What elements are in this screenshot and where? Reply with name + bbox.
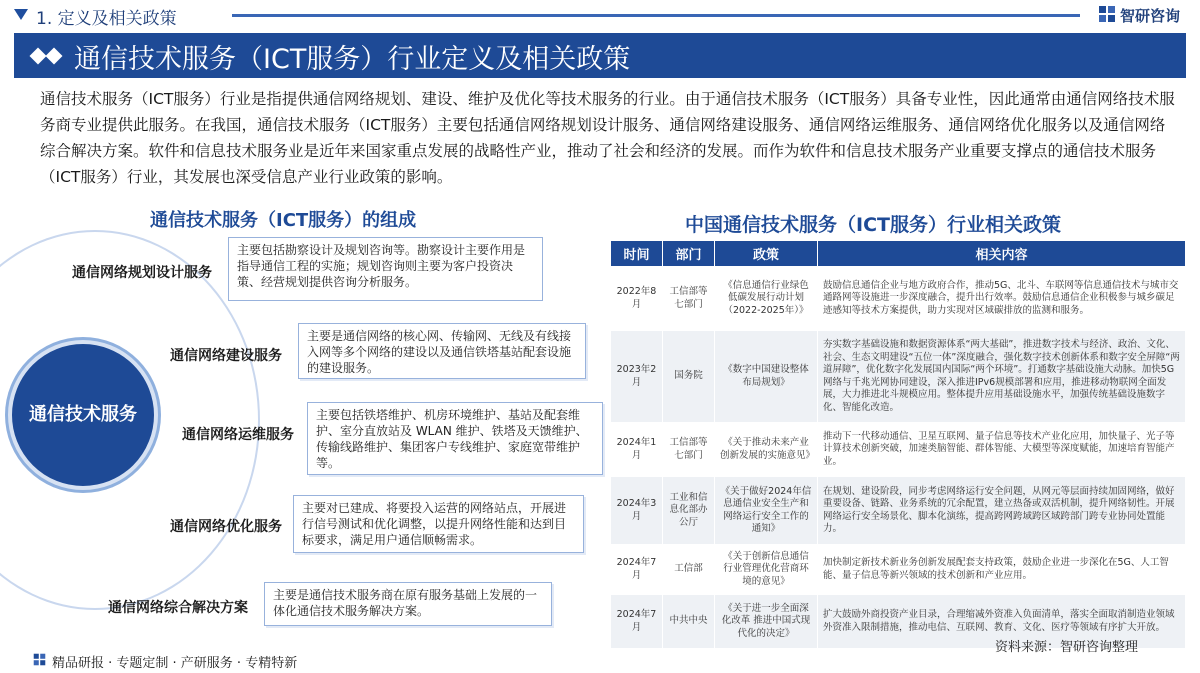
cell-content: 在规划、建设阶段，同步考虑网络运行安全问题，从网元等层面持续加固网络，做好重要设备、链路、业务系统的冗余配置，建立热备或双活机制，提升网络韧性。开展网络运行安全场景化、脚本化演练，提高跨网跨域跨区域跨部门跨专业协同处置能力。: [818, 477, 1186, 545]
cell-dept: 国务院: [663, 331, 715, 423]
cell-content: 鼓励信息通信企业与地方政府合作，推动5G、北斗、车联网等信息通信技术与城市交通路网等设施进一步深度融合，提升出行效率。鼓励信息通信企业积极参与城乡碳足迹感知等技术方案提供，助力实现对区域碳排放的监测和服务。: [818, 267, 1186, 331]
table-row: [611, 267, 1186, 331]
brand-logo-icon: [33, 653, 46, 666]
brand-logo-icon: [1098, 5, 1116, 23]
brand-name: 智研咨询: [1120, 7, 1181, 25]
source-note: 资料来源：智研咨询整理: [995, 640, 1139, 655]
cell-dept: 工业和信息化部办公厅: [663, 477, 715, 545]
cell-content: 夯实数字基础设施和数据资源体系“两大基础”，推进数字技术与经济、政治、文化、社会、生态文明建设“五位一体”深度融合，强化数字技术创新体系和数字安全屏障“两道屏障”，优化数字化发展国内国际“两个环境”。打通数字基础设施大动脉。加快5G网络与千兆光网协同建设，深入推进IPv6规模部署和应用，推进移动物联网全面发展，大力推进北斗规模应用。整体提升应用基础设施水平，加强传统基础设施数字化、智能化改造。: [818, 331, 1186, 423]
cell-content: 推动下一代移动通信、卫星互联网、量子信息等技术产业化应用，加快量子、光子等计算技术创新突破，加速类脑智能、群体智能、大模型等深度赋能，加速培育智能产业。: [818, 423, 1186, 477]
cell-policy: 《数字中国建设整体布局规划》: [715, 331, 818, 423]
cell-time: 2022年8月: [611, 267, 663, 331]
cell-policy: 《关于推动未来产业创新发展的实施意见》: [715, 423, 818, 477]
composition-heading: 通信技术服务（ICT服务）的组成: [150, 210, 417, 231]
column-header: 政策: [715, 241, 818, 267]
table-row: [611, 423, 1186, 477]
item-name-construction: 通信网络建设服务: [170, 348, 282, 364]
center-circle: [8, 340, 158, 490]
column-header: 部门: [663, 241, 715, 267]
table-header-row: [611, 241, 1186, 267]
cell-time: 2024年7月: [611, 545, 663, 595]
cell-content: 扩大鼓励外商投资产业目录，合理缩减外资准入负面清单，落实全面取消制造业领域外资准入限制措施，推动电信、互联网、教育、文化、医疗等领域有序扩大开放。: [818, 595, 1186, 649]
cell-dept: 中共中央: [663, 595, 715, 649]
cell-time: 2024年1月: [611, 423, 663, 477]
cell-time: 2024年7月: [611, 595, 663, 649]
item-desc-operation: 主要包括铁塔维护、机房环境维护、基站及配套维护、室分直放站及 WLAN 维护、铁塔及天馈维护、传输线路维护、集团客户专线维护、家庭宽带维护等。: [307, 402, 603, 475]
section-title: 1. 定义及相关政策: [36, 9, 177, 29]
table-row: [611, 331, 1186, 423]
policy-table: [610, 240, 1186, 649]
item-name-optimization: 通信网络优化服务: [170, 519, 282, 535]
page-title: 通信技术服务（ICT服务）行业定义及相关政策: [74, 44, 631, 75]
column-header: 时间: [611, 241, 663, 267]
item-desc-optimization: 主要对已建成、将要投入运营的网络站点，开展进行信号测试和优化调整，以提升网络性能和达到目标要求，满足用户通信顺畅需求。: [293, 495, 584, 553]
intro-paragraph: 通信技术服务（ICT服务）行业是指提供通信网络规划、建设、维护及优化等技术服务的行业。由于通信技术服务（ICT服务）具备专业性，因此通常由通信网络技术服务商专业提供此服务。在我国，通信技术服务（ICT服务）主要包括通信网络规划设计服务、通信网络建设服务、通信网络运维服务、通信网络优化服务以及通信网络综合解决方案。软件和信息技术服务业是近年来国家重点发展的战略性产业，推动了社会和经济的发展。而作为软件和信息技术服务产业重要支撑点的通信技术服务（ICT服务）行业，其发展也深受信息产业行业政策的影响。: [40, 90, 1175, 186]
cell-policy: 《信息通信行业绿色低碳发展行动计划（2022-2025年）》: [715, 267, 818, 331]
diamond-icon: [30, 48, 47, 65]
policy-heading: 中国通信技术服务（ICT服务）行业相关政策: [685, 214, 1061, 236]
diamond-icon: [46, 48, 63, 65]
footer-slogan: 精品研报 · 专题定制 · 产研服务 · 专精特新: [52, 656, 298, 671]
item-desc-planning: 主要包括勘察设计及规划咨询等。勘察设计主要作用是指导通信工程的实施；规划咨询则主要为客户投资决策、经营规划提供咨询分析服务。: [228, 237, 543, 301]
item-name-operation: 通信网络运维服务: [182, 427, 294, 443]
table-row: [611, 477, 1186, 545]
item-desc-construction: 主要是通信网络的核心网、传输网、无线及有线接入网等多个网络的建设以及通信铁塔基站配套设施的建设服务。: [298, 323, 586, 379]
item-desc-solution: 主要是通信技术服务商在原有服务基础上发展的一体化通信技术服务解决方案。: [264, 582, 552, 626]
cell-dept: 工信部: [663, 545, 715, 595]
cell-time: 2023年2月: [611, 331, 663, 423]
item-name-solution: 通信网络综合解决方案: [108, 600, 248, 616]
cell-policy: 《关于做好2024年信息通信业安全生产和网络运行安全工作的通知》: [715, 477, 818, 545]
table-row: [611, 545, 1186, 595]
item-name-planning: 通信网络规划设计服务: [72, 265, 212, 281]
title-banner: [14, 33, 1186, 78]
triangle-marker-icon: [14, 9, 28, 20]
footer: [0, 648, 1200, 673]
cell-policy: 《关于创新信息通信行业管理优化营商环境的意见》: [715, 545, 818, 595]
divider-line: [232, 14, 1080, 17]
top-bar: [0, 0, 1200, 30]
cell-dept: 工信部等七部门: [663, 423, 715, 477]
cell-dept: 工信部等七部门: [663, 267, 715, 331]
center-label: 通信技术服务: [29, 404, 137, 425]
cell-policy: 《关于进一步全面深化改革 推进中国式现代化的决定》: [715, 595, 818, 649]
column-header: 相关内容: [818, 241, 1186, 267]
cell-content: 加快制定新技术新业务创新发展配套支持政策，鼓励企业进一步深化在5G、人工智能、量子信息等新兴领域的技术创新和产业应用。: [818, 545, 1186, 595]
cell-time: 2024年3月: [611, 477, 663, 545]
